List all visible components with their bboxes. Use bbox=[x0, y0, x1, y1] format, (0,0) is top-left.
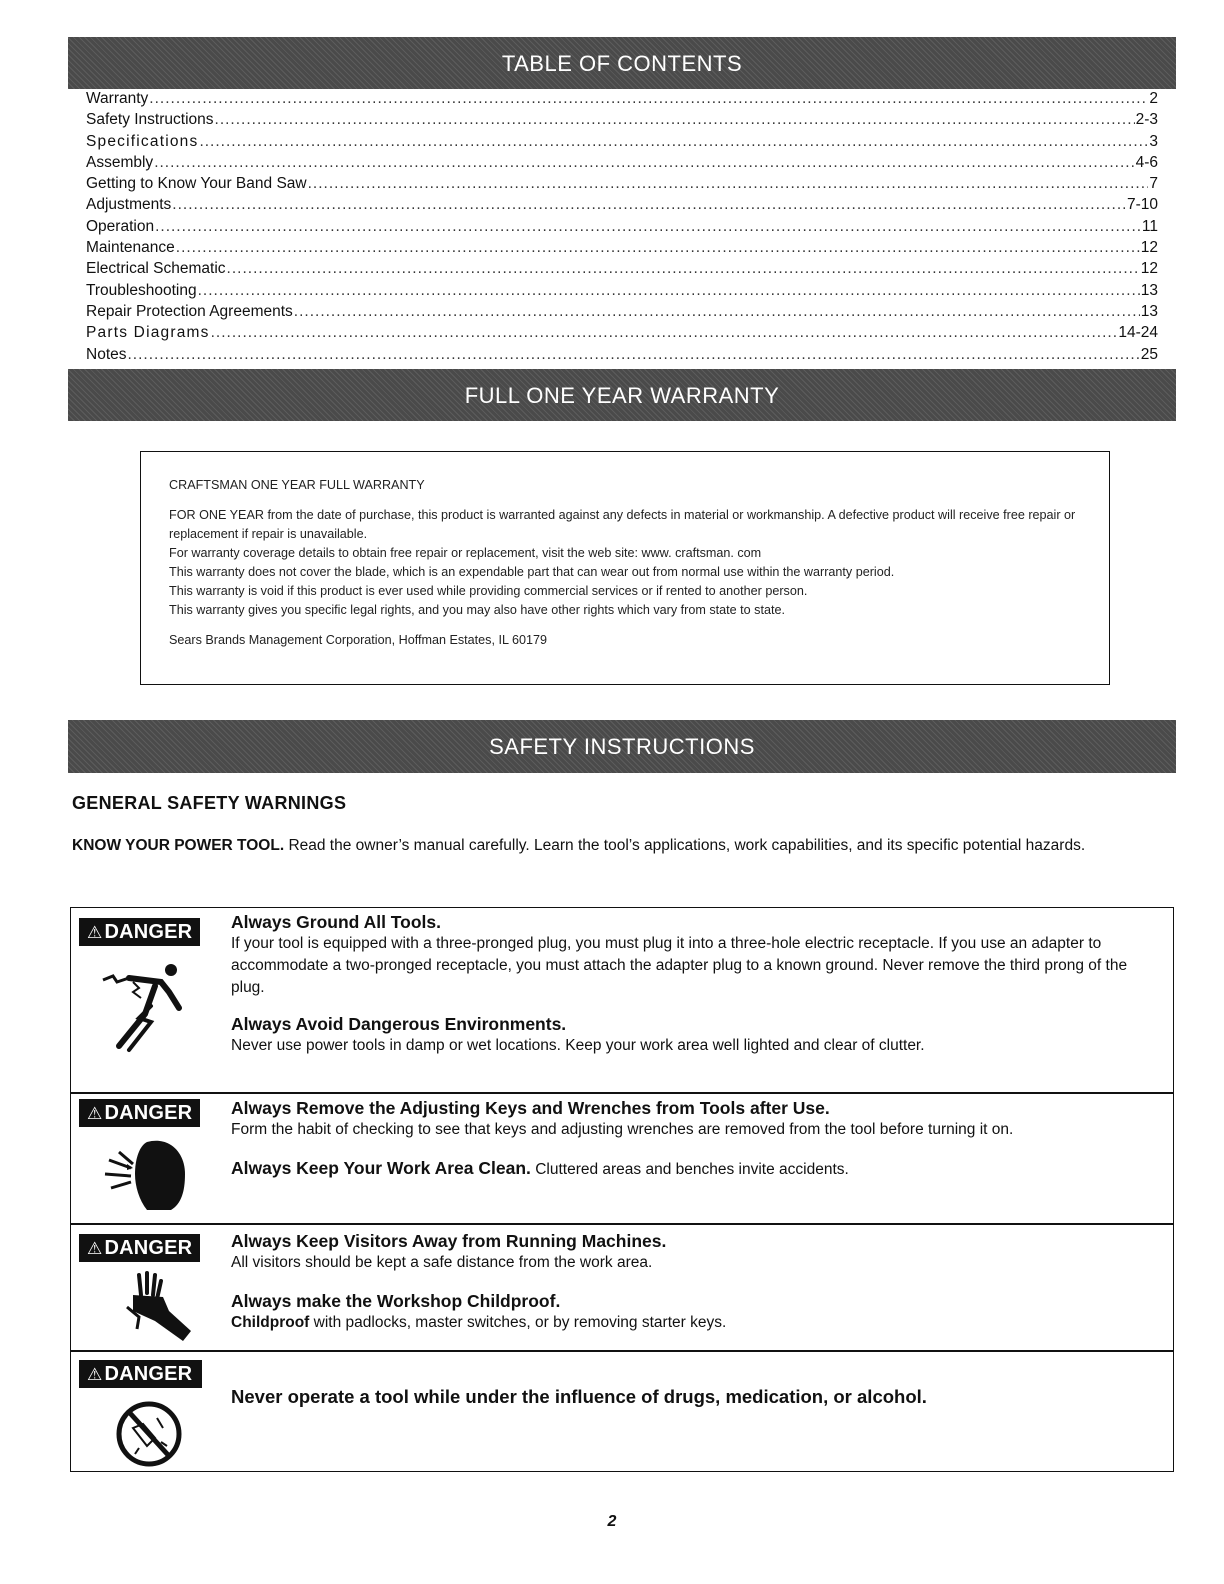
danger-label: DANGER bbox=[104, 1237, 193, 1259]
toc-entry-title: Maintenance bbox=[86, 239, 175, 257]
warranty-heading: CRAFTSMAN ONE YEAR FULL WARRANTY bbox=[169, 478, 425, 492]
warning-triangle-icon: ⚠ bbox=[87, 1365, 103, 1384]
danger-label: DANGER bbox=[104, 1102, 193, 1124]
toc-entry-title: Parts Diagrams bbox=[86, 324, 210, 342]
toc-entry-title: Getting to Know Your Band Saw bbox=[86, 175, 307, 193]
toc-entry[interactable] bbox=[86, 196, 1158, 217]
toc-entry-title: Assembly bbox=[86, 153, 154, 171]
toc-leader-dots bbox=[198, 282, 1140, 300]
danger-heading: Never operate a tool while under the influence of drugs, medication, or alcohol. bbox=[231, 1386, 927, 1407]
toc-leader-dots bbox=[154, 154, 1134, 172]
danger-text-bold: Childproof bbox=[231, 1314, 310, 1331]
warranty-line: For warranty coverage details to obtain free repair or replacement, visit the web site: www. craftsman. com bbox=[169, 546, 762, 560]
toc-leader-dots bbox=[211, 324, 1118, 342]
danger-label: DANGER bbox=[104, 1363, 193, 1385]
danger-heading: Always Remove the Adjusting Keys and Wrenches from Tools after Use. bbox=[231, 1098, 830, 1118]
danger-row bbox=[71, 908, 1173, 1094]
danger-heading: Always Ground All Tools. bbox=[231, 912, 442, 932]
toc-banner bbox=[68, 37, 1176, 89]
toc-leader-dots bbox=[128, 346, 1140, 364]
toc-entry[interactable] bbox=[86, 346, 1158, 367]
toc-leader-dots bbox=[149, 90, 1148, 108]
know-your-tool-text: Read the owner’s manual carefully. Learn the tool’s applications, work capabilities, and its specific potential hazards. bbox=[284, 837, 1086, 854]
danger-badge bbox=[79, 1234, 200, 1262]
page-number: 2 bbox=[607, 1513, 617, 1530]
general-safety-heading: GENERAL SAFETY WARNINGS bbox=[72, 793, 347, 813]
toc-entry-page: 7-10 bbox=[1126, 196, 1158, 214]
danger-badge bbox=[79, 1360, 202, 1388]
danger-text: Never use power tools in damp or wet locations. Keep your work area well lighted and clear of clutter. bbox=[231, 1037, 925, 1054]
toc-entry-title: Adjustments bbox=[86, 196, 172, 214]
danger-heading: Always Keep Your Work Area Clean. bbox=[231, 1158, 531, 1178]
toc-leader-dots bbox=[215, 111, 1135, 129]
toc-entry-page: 13 bbox=[1140, 281, 1158, 299]
toc-entry-page: 14-24 bbox=[1118, 324, 1158, 342]
toc-entry-page: 3 bbox=[1149, 132, 1158, 150]
warranty-banner-title: FULL ONE YEAR WARRANTY bbox=[464, 383, 780, 408]
warranty-line: FOR ONE YEAR from the date of purchase, this product is warranted against any defects in material or workmanship. A defective product will receive free repair or replacement if repair is unavailable. bbox=[169, 508, 1076, 541]
toc-entry-title: Troubleshooting bbox=[86, 281, 197, 299]
danger-text: with padlocks, master switches, or by removing starter keys. bbox=[309, 1314, 727, 1331]
hand-hazard-icon bbox=[99, 1271, 199, 1343]
warranty-line: This warranty is void if this product is ever used while providing commercial services or if rented to another person. bbox=[169, 584, 808, 598]
toc-leader-dots bbox=[176, 239, 1140, 257]
toc-entry-page: 2 bbox=[1149, 90, 1158, 107]
danger-row bbox=[71, 1094, 1173, 1225]
toc-entry-page: 4-6 bbox=[1135, 153, 1158, 171]
danger-badge bbox=[79, 1099, 200, 1127]
toc-entry-title: Notes bbox=[86, 345, 127, 363]
toc-entry-page: 25 bbox=[1140, 345, 1158, 363]
danger-heading: Always Keep Visitors Away from Running Machines. bbox=[231, 1231, 667, 1251]
danger-text: All visitors should be kept a safe distance from the work area. bbox=[231, 1254, 653, 1271]
toc-list bbox=[86, 90, 1158, 367]
toc-entry[interactable] bbox=[86, 111, 1158, 132]
danger-content bbox=[231, 1230, 1163, 1348]
danger-table bbox=[70, 907, 1174, 1472]
toc-entry[interactable] bbox=[86, 90, 1158, 111]
warning-triangle-icon: ⚠ bbox=[87, 923, 103, 942]
toc-entry-page: 12 bbox=[1140, 239, 1158, 257]
toc-entry-title: Electrical Schematic bbox=[86, 260, 226, 278]
danger-heading: Always make the Workshop Childproof. bbox=[231, 1291, 561, 1311]
warranty-address: Sears Brands Management Corporation, Hoffman Estates, IL 60179 bbox=[169, 633, 548, 647]
toc-banner-title: TABLE OF CONTENTS bbox=[501, 51, 743, 76]
toc-leader-dots bbox=[227, 260, 1140, 278]
danger-label: DANGER bbox=[104, 921, 193, 943]
toc-entry-title: Repair Protection Agreements bbox=[86, 302, 293, 320]
danger-text: Cluttered areas and benches invite accidents. bbox=[530, 1161, 849, 1178]
safety-banner-title: SAFETY INSTRUCTIONS bbox=[489, 734, 755, 759]
toc-leader-dots bbox=[155, 218, 1141, 236]
toc-leader-dots bbox=[294, 303, 1140, 321]
toc-entry[interactable] bbox=[86, 133, 1158, 154]
warning-triangle-icon: ⚠ bbox=[87, 1104, 103, 1123]
flying-debris-icon bbox=[99, 1134, 199, 1214]
danger-text: Form the habit of checking to see that keys and adjusting wrenches are removed from the tool before turning it on. bbox=[231, 1121, 1014, 1138]
warranty-line: This warranty does not cover the blade, which is an expendable part that can wear out from normal use within the warranty period. bbox=[169, 565, 895, 579]
toc-entry-title: Warranty bbox=[86, 90, 149, 107]
toc-leader-dots bbox=[308, 175, 1149, 193]
toc-entry[interactable] bbox=[86, 282, 1158, 303]
toc-entry-page: 13 bbox=[1140, 302, 1158, 320]
toc-entry-page: 7 bbox=[1149, 175, 1158, 193]
warranty-line: This warranty gives you specific legal rights, and you may also have other rights which vary from state to state. bbox=[169, 603, 785, 617]
toc-leader-dots bbox=[199, 133, 1148, 151]
electric-shock-icon bbox=[99, 958, 199, 1058]
danger-content bbox=[231, 1097, 1163, 1195]
danger-content bbox=[231, 1386, 1163, 1408]
toc-entry[interactable] bbox=[86, 239, 1158, 260]
toc-entry[interactable] bbox=[86, 324, 1158, 345]
toc-entry[interactable] bbox=[86, 175, 1158, 196]
know-your-tool-paragraph bbox=[72, 835, 1152, 857]
toc-entry[interactable] bbox=[86, 154, 1158, 175]
danger-content bbox=[231, 911, 1163, 1071]
toc-entry-title: Operation bbox=[86, 217, 155, 235]
toc-leader-dots bbox=[172, 196, 1126, 214]
warranty-box bbox=[140, 451, 1110, 685]
danger-row bbox=[71, 1225, 1173, 1352]
safety-banner bbox=[68, 720, 1176, 773]
toc-entry-page: 2-3 bbox=[1135, 111, 1158, 129]
warning-triangle-icon: ⚠ bbox=[87, 1239, 103, 1258]
know-your-tool-bold: KNOW YOUR POWER TOOL. bbox=[72, 837, 285, 854]
toc-entry-page: 11 bbox=[1141, 217, 1158, 235]
danger-row bbox=[71, 1352, 1173, 1473]
toc-entry-page: 12 bbox=[1140, 260, 1158, 278]
danger-text: If your tool is equipped with a three-pronged plug, you must plug it into a three-hole electric receptacle. If you use an adapter to accommodate a two-pronged receptacle, you must attach the adapter plug to a known ground. Never remove the third prong of the plug. bbox=[231, 935, 1128, 996]
toc-entry-title: Specifications bbox=[86, 132, 199, 150]
warranty-banner bbox=[68, 369, 1176, 421]
toc-entry[interactable] bbox=[86, 260, 1158, 281]
toc-entry[interactable] bbox=[86, 303, 1158, 324]
toc-entry-title: Safety Instructions bbox=[86, 111, 214, 129]
toc-entry[interactable] bbox=[86, 218, 1158, 239]
no-drugs-icon bbox=[99, 1398, 199, 1470]
danger-heading: Always Avoid Dangerous Environments. bbox=[231, 1014, 567, 1034]
danger-badge bbox=[79, 918, 200, 946]
